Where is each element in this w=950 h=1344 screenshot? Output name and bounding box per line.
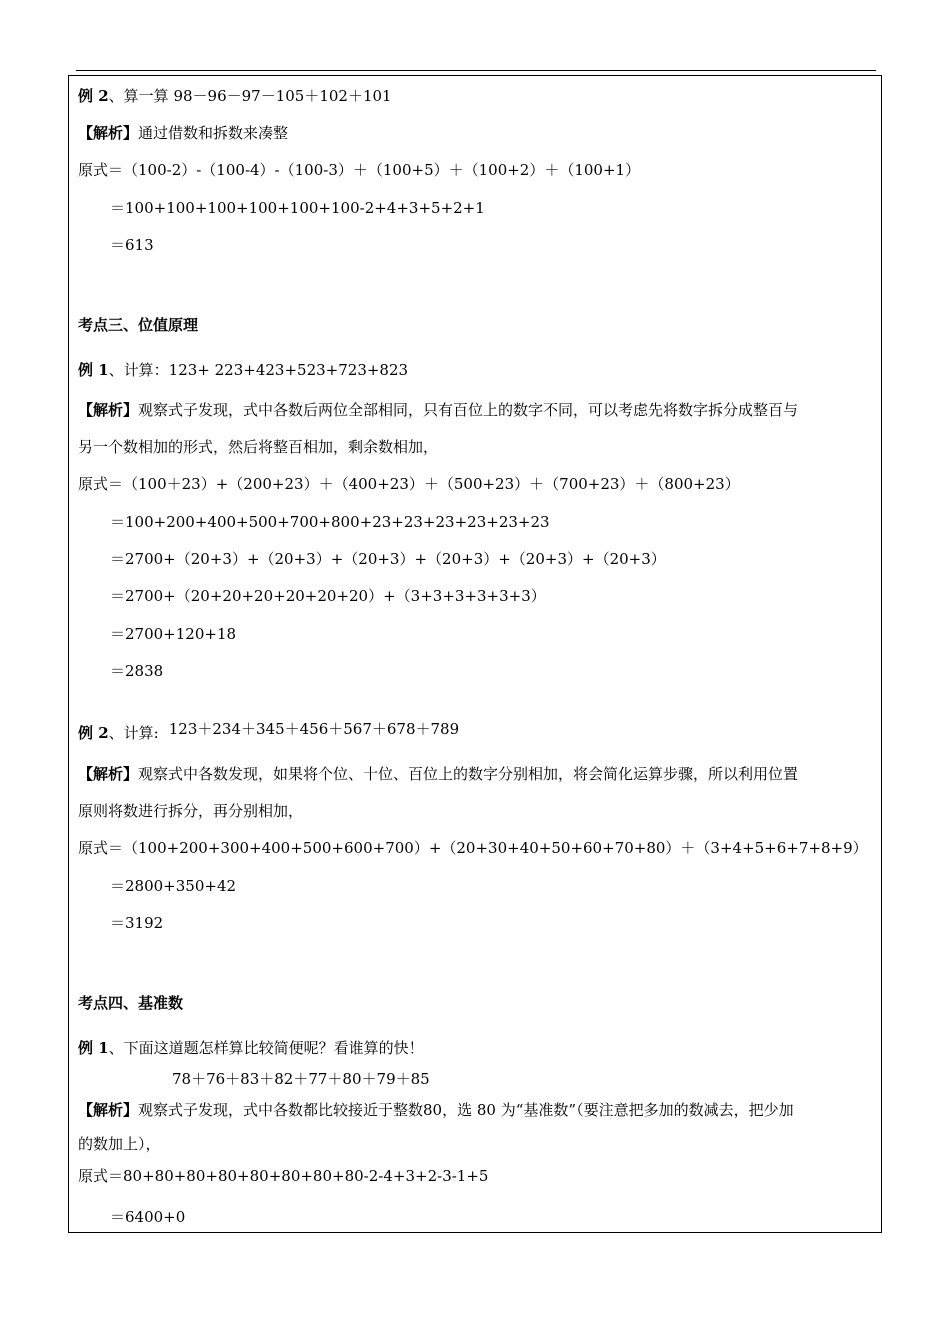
- example-2-title: [78, 86, 392, 106]
- example-expression: 78＋76＋83＋82＋77＋80＋79＋85: [172, 1070, 430, 1088]
- formula-line: 原式＝（100+200+300+400+500+600+700）+（20+30+40+50+60+70+80）＋（3+4+5+6+7+8+9）: [78, 839, 868, 857]
- formula-step: ＝100+200+400+500+700+800+23+23+23+23+23+23: [110, 513, 550, 531]
- example-text: 、计算:: [108, 724, 159, 742]
- formula-step: ＝2800+350+42: [110, 877, 237, 895]
- analysis-line: [78, 764, 798, 784]
- formula-line: 原式＝（100-2）-（100-4）-（100-3）＋（100+5）＋（100+2）＋（100+1）: [78, 161, 641, 179]
- example-text: 、算一算 98－96－97－105＋102＋101: [108, 87, 392, 105]
- formula-step: ＝2700+120+18: [110, 625, 237, 643]
- analysis-text: 观察式中各数发现，如果将个位、十位、百位上的数字分别相加，将会简化运算步骤，所以利用位置: [138, 765, 799, 783]
- example-label: 例 1: [78, 1039, 109, 1057]
- analysis-text: 通过借数和拆数来凑整: [138, 124, 289, 142]
- formula-result: ＝613: [110, 236, 154, 254]
- example-expression: 123＋234＋345＋456＋567＋678＋789: [168, 720, 460, 738]
- formula-result: ＝3192: [110, 914, 164, 932]
- formula-line: 原式＝80+80+80+80+80+80+80+80-2-4+3+2-3-1+5: [78, 1167, 489, 1185]
- section-heading: 考点三、位值原理: [78, 316, 199, 334]
- example-text: 、下面这道题怎样算比较简便呢？看谁算的快！: [108, 1039, 424, 1057]
- analysis-text: 观察式子发现，式中各数都比较接近于整数80，选 80 为“基准数”（要注意把多加的数减去，把少加: [138, 1101, 794, 1119]
- analysis-line: [78, 123, 288, 143]
- analysis-text: 观察式子发现，式中各数后两位全部相同，只有百位上的数字不同，可以考虑先将数字拆分成整百与: [138, 401, 799, 419]
- analysis-label: 【解析】: [78, 765, 139, 783]
- formula-step: ＝6400+0: [110, 1208, 186, 1226]
- formula-result: ＝2838: [110, 662, 164, 680]
- analysis-label: 【解析】: [78, 1101, 139, 1119]
- analysis-continuation: 另一个数相加的形式，然后将整百相加，剩余数相加，: [78, 438, 439, 456]
- example-label: 例 1: [78, 361, 109, 379]
- analysis-label: 【解析】: [78, 124, 139, 142]
- example-1-title: [78, 1038, 424, 1058]
- formula-step: ＝2700+（20+3）+（20+3）+（20+3）+（20+3）+（20+3）+（20+3）: [110, 550, 666, 568]
- formula-step: ＝100+100+100+100+100+100-2+4+3+5+2+1: [110, 199, 485, 217]
- analysis-continuation: 的数加上），: [78, 1135, 161, 1153]
- formula-line: 原式＝（100＋23）+（200+23）＋（400+23）＋（500+23）＋（700+23）＋（800+23）: [78, 475, 740, 493]
- example-label: 例 2: [78, 87, 109, 105]
- analysis-label: 【解析】: [78, 401, 139, 419]
- example-text: 、计算：123+ 223+423+523+723+823: [108, 361, 409, 379]
- section-heading: 考点四、基准数: [78, 994, 184, 1012]
- formula-step: ＝2700+（20+20+20+20+20+20）+（3+3+3+3+3+3）: [110, 587, 546, 605]
- analysis-line: [78, 400, 798, 420]
- example-1-title: [78, 360, 408, 380]
- analysis-continuation: 原则将数进行拆分，再分别相加，: [78, 802, 304, 820]
- content-frame: [68, 75, 882, 1233]
- analysis-line: [78, 1100, 794, 1120]
- example-label: 例 2: [78, 724, 109, 742]
- header-rule: [76, 70, 876, 71]
- example-2-title: [78, 720, 460, 743]
